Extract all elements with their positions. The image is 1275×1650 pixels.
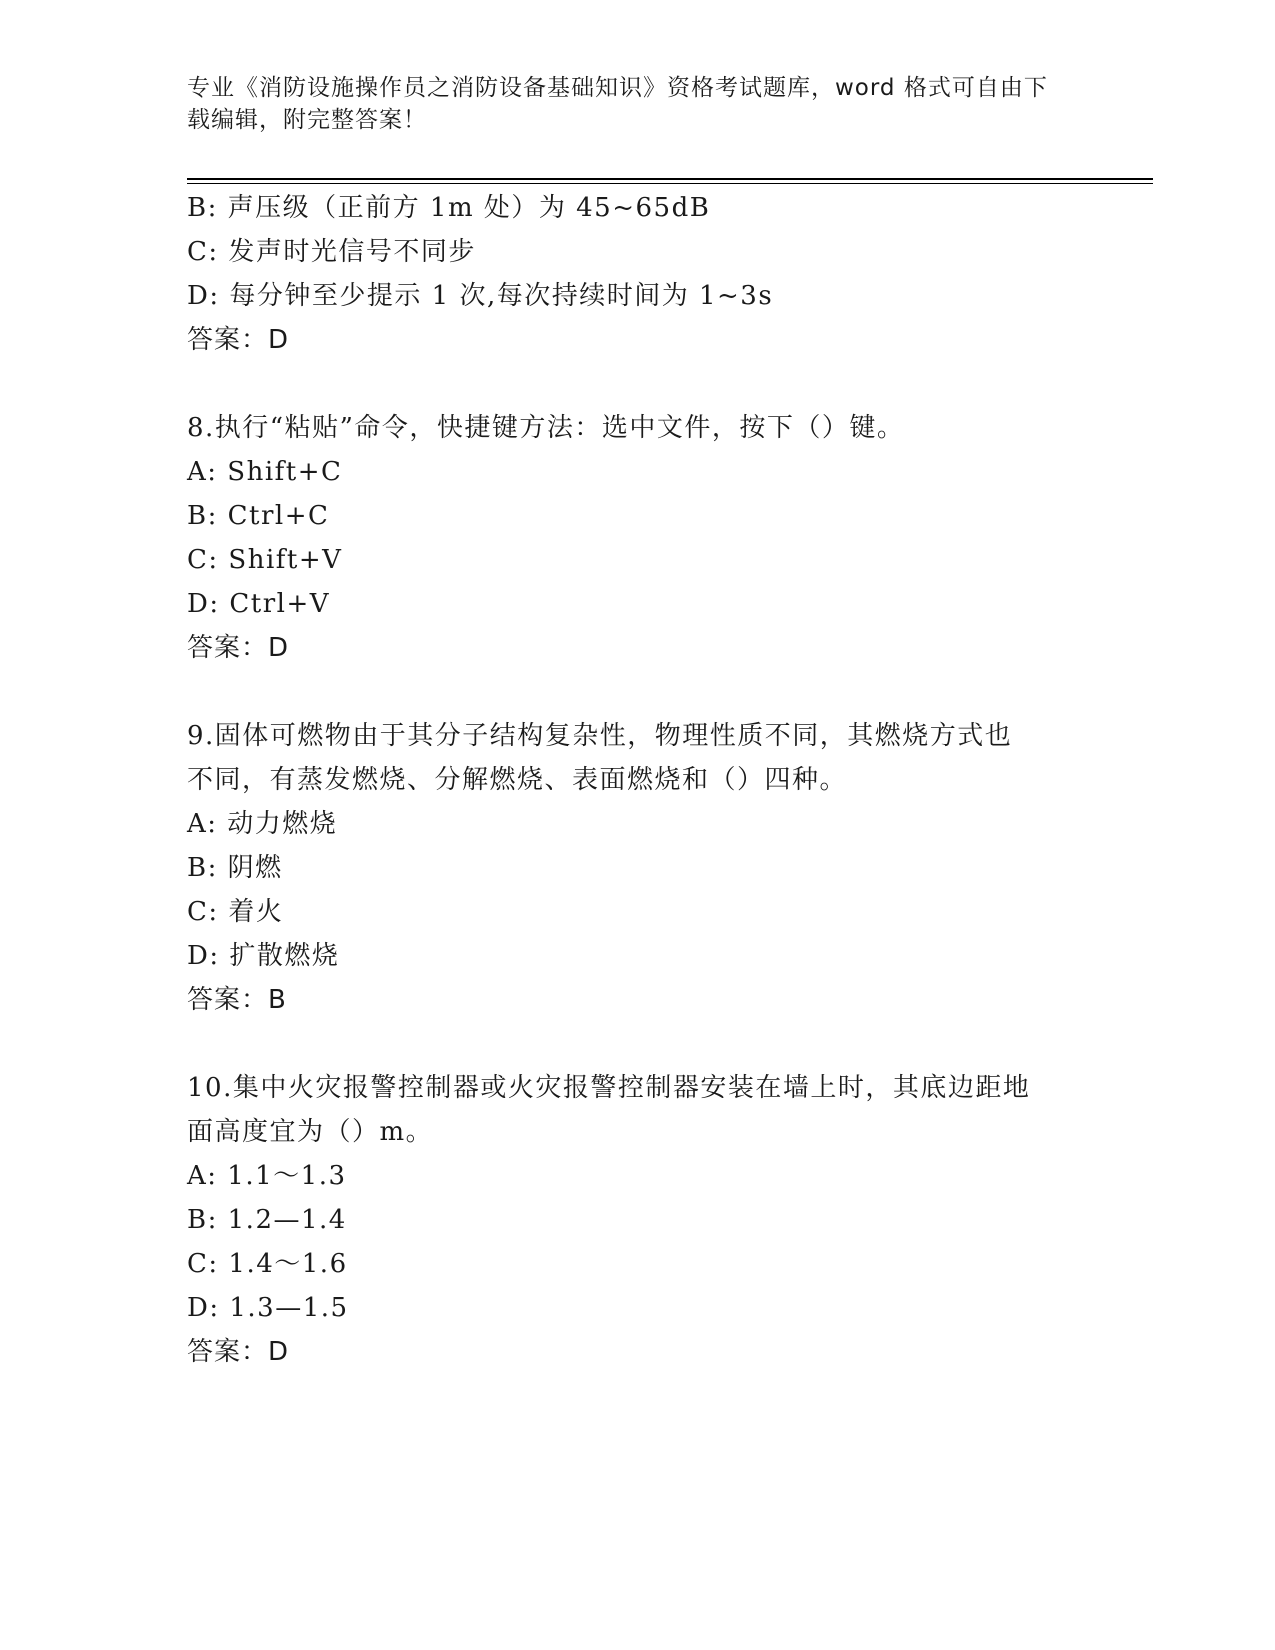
question-text-line-2: 不同，有蒸发燃烧、分解燃烧、表面燃烧和（）四种。 [187,765,848,795]
option-b: B: 1.2—1.4 [187,1205,347,1235]
answer-line: 答案：B [187,985,287,1015]
question-text-line-1: 9.固体可燃物由于其分子结构复杂性，物理性质不同，其燃烧方式也 [187,721,1013,751]
option-d: D: 扩散燃烧 [187,941,340,971]
option-d: D: Ctrl+V [187,589,331,619]
option-a: A: 1.1～1.3 [187,1161,347,1191]
option-a: A: Shift+C [187,457,343,487]
answer-line: 答案：D [187,325,290,355]
document-header: 专业《消防设施操作员之消防设备基础知识》资格考试题库，word 格式可自由下载编辑，附完整答案！ [187,75,1048,133]
option-b: B: 声压级（正前方 1m 处）为 45~65dB [187,193,711,223]
option-d: D: 每分钟至少提示 1 次,每次持续时间为 1~3s [187,281,774,311]
header-divider-thick [187,178,1153,180]
option-c: C: 1.4～1.6 [187,1249,348,1279]
option-c: C: 着火 [187,897,284,927]
option-c: C: Shift+V [187,545,343,575]
option-b: B: 阴燃 [187,853,283,883]
option-c: C: 发声时光信号不同步 [187,237,476,267]
option-a: A: 动力燃烧 [187,809,338,839]
question-text-line-2: 面高度宜为（）m。 [187,1117,434,1147]
option-d: D: 1.3—1.5 [187,1293,349,1323]
answer-line: 答案：D [187,1337,290,1367]
header-divider-thin [187,183,1153,184]
option-b: B: Ctrl+C [187,501,330,531]
question-text-line-1: 10.集中火灾报警控制器或火灾报警控制器安装在墙上时，其底边距地 [187,1073,1031,1103]
answer-line: 答案：D [187,633,290,663]
question-text: 8.执行“粘贴”命令，快捷键方法：选中文件，按下（）键。 [187,413,905,443]
